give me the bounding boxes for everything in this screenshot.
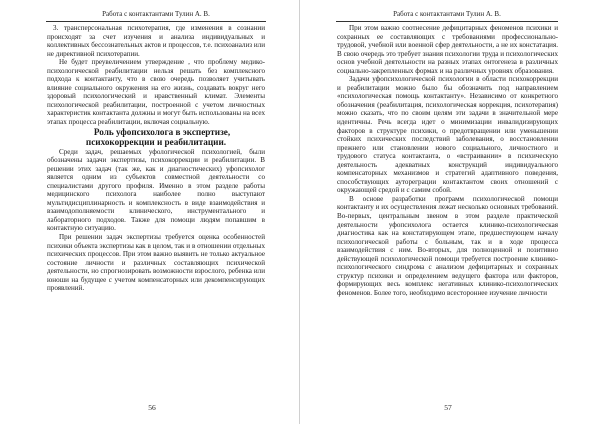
- header-rule-left: [46, 21, 266, 22]
- left-page-body: [47, 24, 265, 293]
- paragraph: Не будет преувеличением утверждение , что проблему медико-психологической реабилитации нельзя решать без комплексного подхода к контактанту, что в свою очередь позволяет учитывать влияние социального окружения на его жизнь, создавать вокруг него здоровый психологический и нравственный климат. Элементы психологической реабилитации, построенной с учетом личностных характеристик контактанта должны и могут быть использованы на всех этапах процесса реабилитации, включая социальную.: [47, 58, 265, 127]
- paragraph: Задачи уфопсихологической психологии в области психокоррекции и реабилитации можно было бы обозначить под направлением «психологическая помощь контактанту». Независимо от конкретного обозначения (реабилитация, психологическая коррекция, психотерапия) можно сказать, что по своим целям эти задачи в значительной мере идентичны. Речь всегда идет о минимизации инвалидизирующих факторов в структуре психики, о предотвращении или уменьшении стойких психических последствий заболевания, о восстановлении прежнего или становлении нового социального, личностного и трудового статуса контактанта, о «встраивании» в психическую деятельность адекватных конструкций индивидуального компенсаторных механизмов и стратегий адаптивного поведения, способствующих аутореграции контактантом своих отношений с окружающей средой и с самим собой.: [337, 75, 558, 195]
- right-page-body: [337, 24, 558, 298]
- paragraph: Среди задач, решаемых уфологической психологией, были обозначены задачи экспертизы, психокоррекции и реабилитации. В решении этих задач (так же, как и диагностических) уфопсихолог является одним из субъектов совместной деятельности со специалистами другого профиля. Именно в этом разделе работы медицинского психолога наиболее полно выступают мультидисциплинарность и комплексность в виде взаимодействия и взаимодополняемости клинического, инструментального и лабораторного подходов. Также для помощи людям попавшим в контактную ситуацию.: [47, 147, 265, 233]
- header-rule-right: [336, 21, 558, 22]
- paragraph: При этом важно соотнесение дефицитарных феноменов психики и сохранных ее составляющих с требованиями профессионально-трудовой, учебной или военной сфер деятельности, а не их констатация. В свою очередь это требует знания психологии труда и психологических основ учебной деятельности на разных этапах онтогенеза в различных социально-закрепленных формах и на различных уровнях образования.: [337, 24, 558, 75]
- section-title: Роль уфопсихолога в экспертизе, психокоррекции и реабилитации.: [85, 126, 231, 148]
- running-head-left: Работа с контактантами Тулин А. В.: [102, 10, 210, 18]
- running-head-right: Работа с контактантами Тулин А. В.: [393, 10, 501, 18]
- paragraph: 3. трансперсональная психотерапия, где изменения в сознании происходят за счет изучения и анализа индивидуальных и коллективных бессознательных актов и процессов, т.е. психоанализ или не директивной психотерапии.: [47, 24, 265, 58]
- page-number-left: 56: [148, 403, 156, 412]
- paragraph: В основе разработки программ психологической помощи контактанту и их осуществления лежат несколько основных требований. Во-первых, центральным звеном в этом разделе практической деятельности уфопсихолога остается клинико-психологическая диагностика как на констатирующем этапе, предшествующем началу психологической работы с больным, так и в ходе процесса взаимодействия с ним. Во-вторых, для полноценной и позитивно действующей психологической помощи требуется построение клинико-психологического синдрома с анализом дефицитарных и сохранных структур психики и определением ведущего фактора или факторов, формирующих весь комплекс негативных клинико-психологических феноменов. Более того, необходимо всестороннее изучение личности: [337, 194, 558, 297]
- page-number-right: 57: [444, 403, 452, 412]
- paragraph: При решении задач экспертизы требуется оценка особенностей психики объекта экспертизы как в целом, так и в отношении отдельных психических процессов. При этом важно выявить не только актуальное состояние личности и различных составляющих психической деятельности, но спрогнозировать возможности взрослого, ребенка или юноши на будущее с учетом компенсаторных или декомпенсирующих проявлений.: [47, 233, 265, 293]
- right-page: [300, 0, 600, 424]
